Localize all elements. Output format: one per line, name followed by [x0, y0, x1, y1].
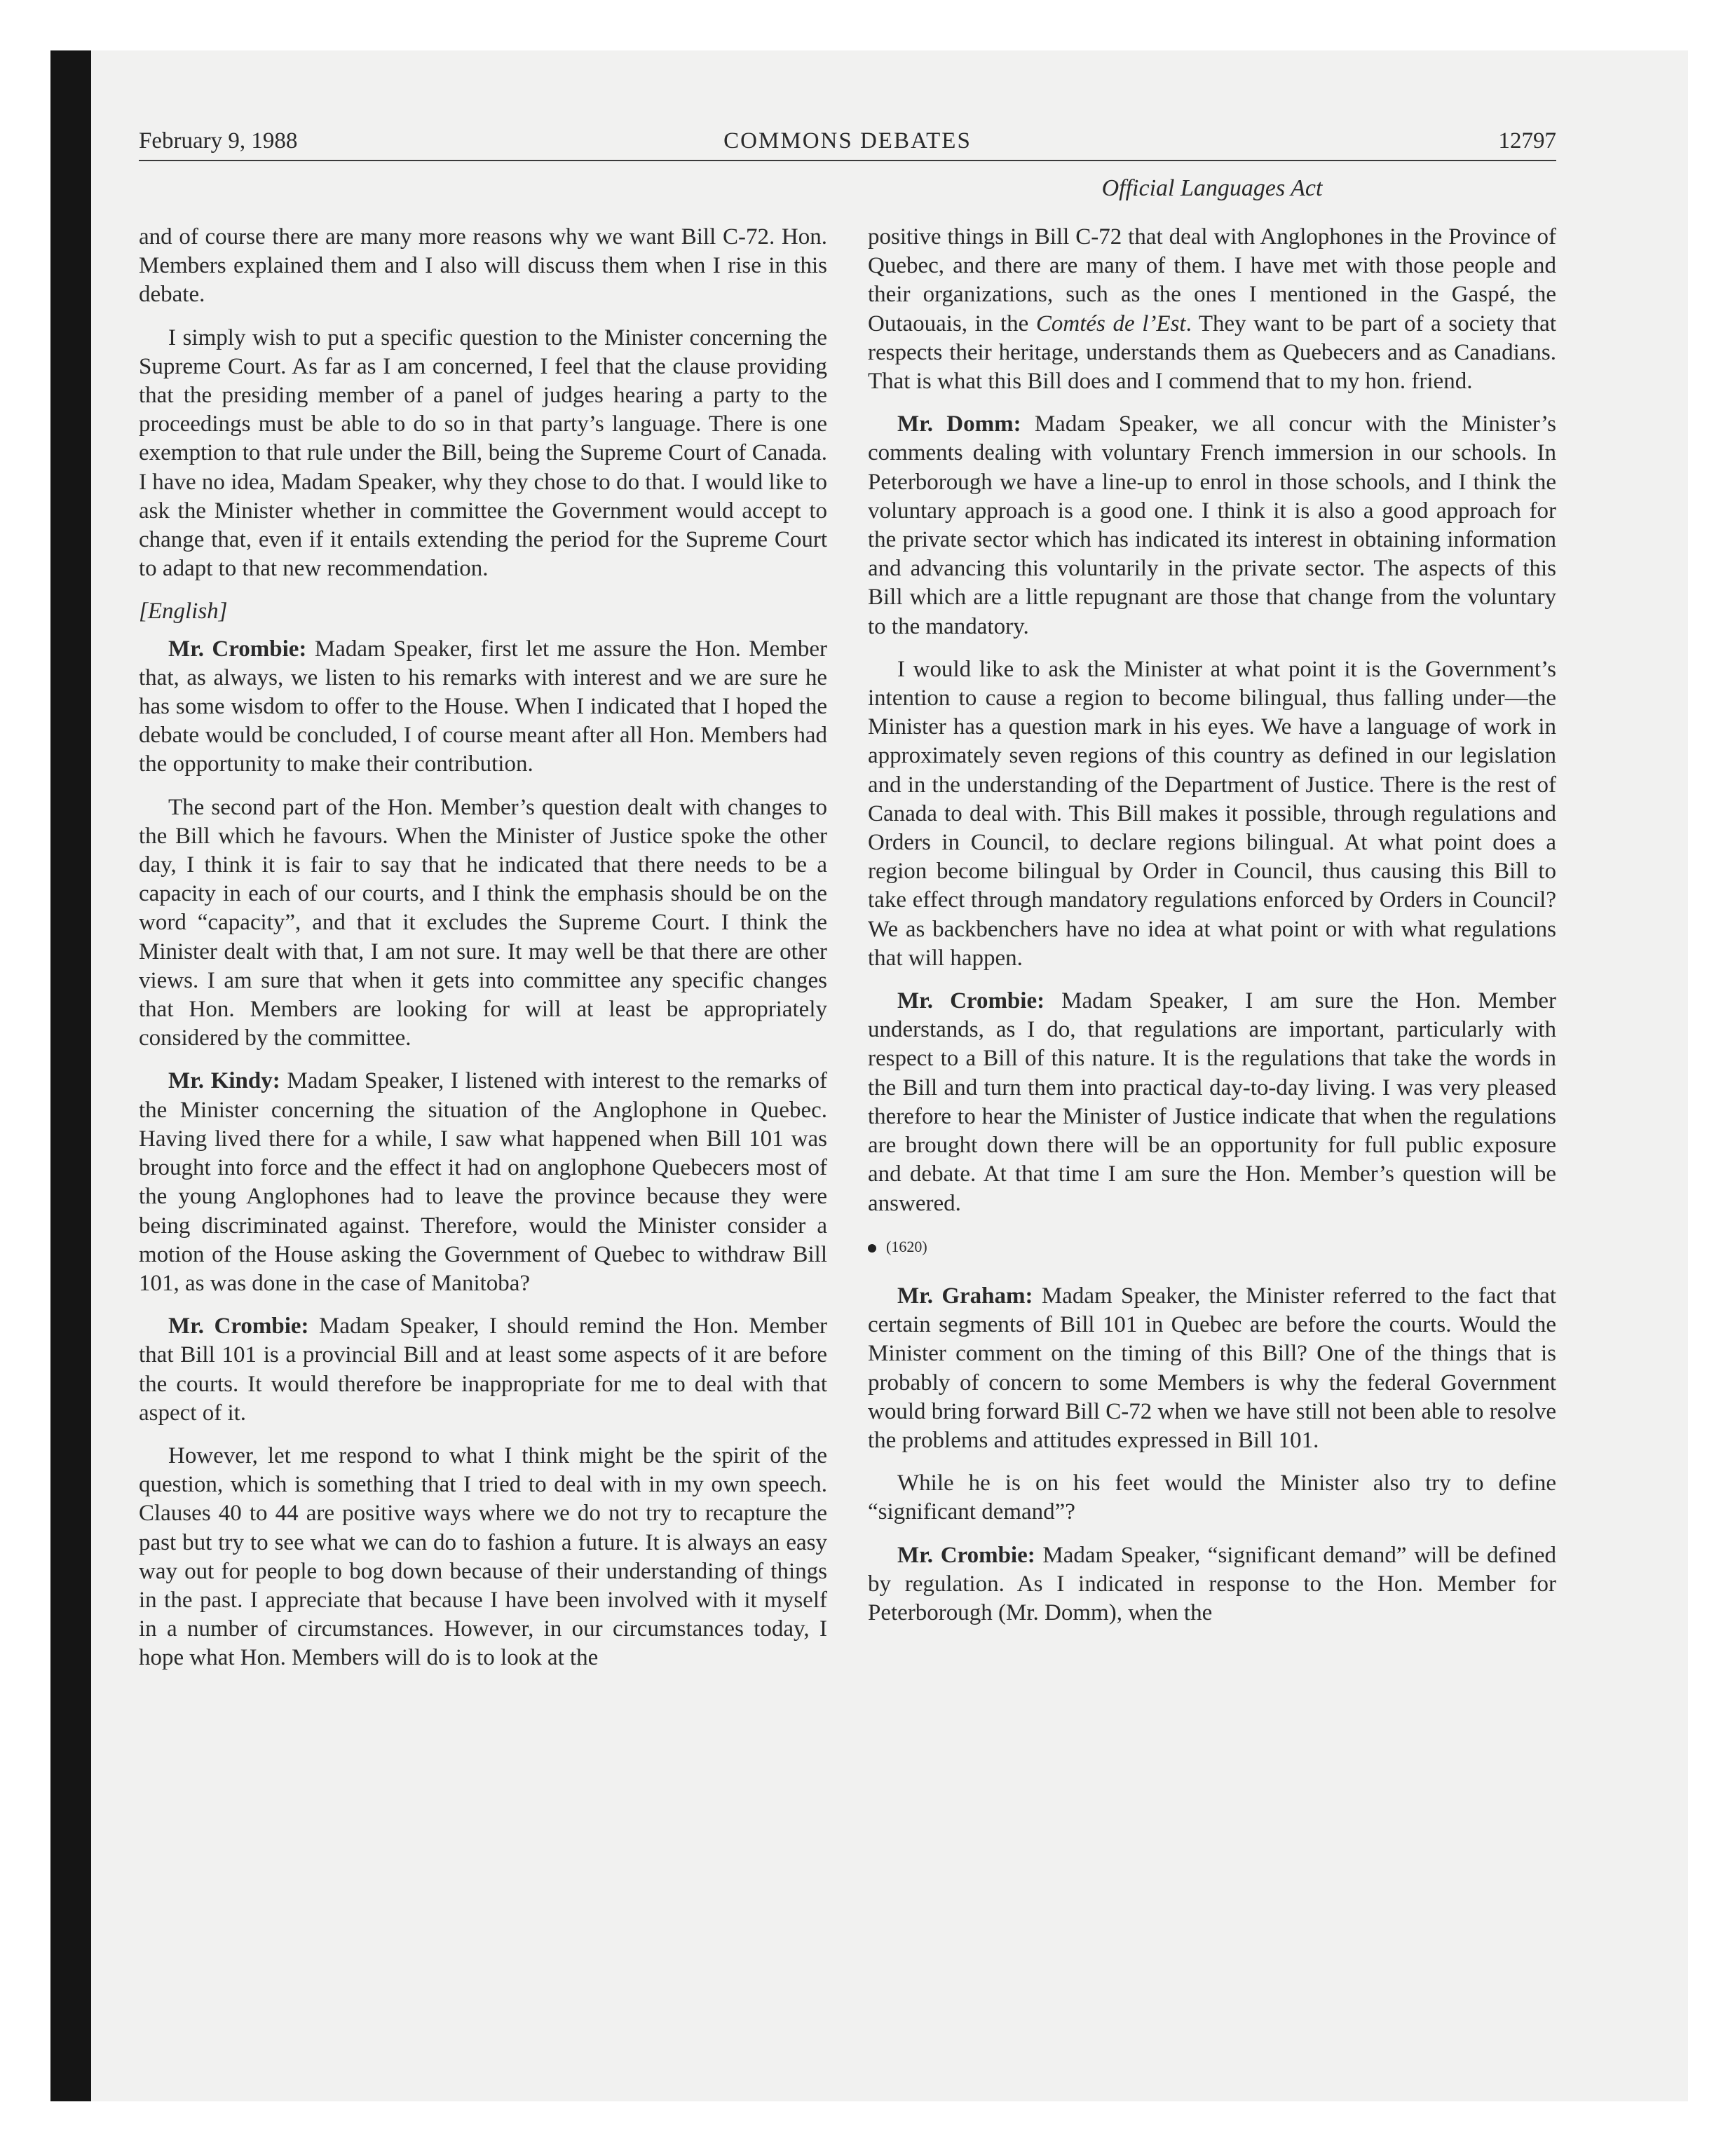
paragraph: While he is on his feet would the Minister also try to define “significant demand”? — [868, 1471, 1556, 1525]
speech-text: positive things in Bill C-72 that deal with Anglophones in the Province of Quebec, and there are many of them. I have met with those people and their organizations, such as the ones I mentioned in the Gaspé, the Outaouais, in the — [868, 224, 1556, 336]
paragraph — [868, 987, 1556, 1218]
time-marker-text: (1620) — [886, 1237, 927, 1255]
paragraph — [139, 1067, 827, 1298]
speech-text: Madam Speaker, we all concur with the Minister’s comments dealing with voluntary French immersion in our schools. In Peterborough we have a line-up to enrol in those schools, and I think the voluntary approach is a good one. I think it is also a good approach for the private sector which has indicated its interest in obtaining information and advancing this voluntarily in the private sector. The aspects of this Bill which are a little repugnant are those that change from the voluntary to the mandatory. — [868, 411, 1556, 639]
binding-edge — [50, 50, 91, 2101]
italic-place-name: Comtés de l’Est — [1035, 311, 1186, 336]
speaker-name: Mr. Kindy: — [168, 1068, 280, 1094]
speaker-name: Mr. Crombie: — [168, 1314, 309, 1339]
time-marker — [868, 1232, 1556, 1261]
right-column — [868, 223, 1556, 1642]
speaker-name: Mr. Crombie: — [897, 1542, 1035, 1568]
speech-text: Madam Speaker, first let me assure the Hon. Member that, as always, we listen to his remarks with interest and we are sure he has some wisdom to offer to the House. When I indicated that I hoped the debate would be concluded, I of course meant after all Hon. Members had the opportunity to make their contribution. — [139, 636, 828, 777]
speaker-name: Mr. Graham: — [897, 1283, 1033, 1309]
left-column — [139, 223, 827, 1687]
speech-text: Madam Speaker, I am sure the Hon. Member understands, as I do, that regulations are important, particularly with respect to a Bill of this nature. It is the regulations that take the words in the Bill and turn them into practical day-to-day living. I was very pleased therefore to hear the Minister of Justice indicate that when the regulations are brought down there will be an opportunity for full public exposure and debate. At that time I am sure the Hon. Member’s question will be answered. — [868, 988, 1557, 1216]
header-page-number: 12797 — [1498, 128, 1556, 153]
paragraph: The second part of the Hon. Member’s question dealt with changes to the Bill which he favours. When the Minister of Justice spoke the other day, I think it is fair to say that he indicated that there needs to be a capacity in each of our courts, and I think the emphasis should be on the word “capacity”, and that it excludes the Supreme Court. I think the Minister dealt with that, I am not sure. It may well be that there are other views. I am sure that when it gets into committee any specific changes that Hon. Members are looking for will at least be appropriately considered by the committee. — [139, 794, 827, 1051]
paragraph — [868, 1541, 1556, 1628]
speech-text: Madam Speaker, I listened with interest to the remarks of the Minister concerning the situation of the Anglophone in Quebec. Having lived there for a while, I saw what happened when Bill 101 was brought into force and the effect it had on anglophone Quebecers most of the young Anglophones had to leave the province because they were being discriminated against. Therefore, would the Minister consider a motion of the House asking the Government of Quebec to withdraw Bill 101, as was done in the case of Manitoba? — [139, 1068, 828, 1296]
paragraph — [139, 1312, 827, 1428]
paragraph — [868, 410, 1556, 641]
language-label: [English] — [139, 599, 228, 625]
page-header — [139, 125, 1556, 161]
speech-text: . They want to be part of a society that respects their heritage, understands them as Quebecers and as Canadians. That is what this Bill does and I commend that to my hon. friend. — [868, 311, 1556, 395]
paragraph — [868, 223, 1556, 396]
running-head: Official Languages Act — [1101, 175, 1323, 201]
paragraph: I simply wish to put a specific question to the Minister concerning the Supreme Court. As far as I am concerned, I feel that the clause providing that the presiding member of a panel of judges hearing a party to the proceedings must be able to do so in that party’s language. There is one exemption to that rule under the Bill, being the Supreme Court of Canada. I have no idea, Madam Speaker, why they chose to do that. I would like to ask the Minister whether in committee the Government would accept to change that, even if it entails extending the period for the Supreme Court to adapt to that new recommendation. — [139, 325, 827, 582]
header-title: COMMONS DEBATES — [723, 128, 972, 153]
paragraph — [868, 1282, 1556, 1455]
paragraph: and of course there are many more reasons why we want Bill C-72. Hon. Members explained them and I also will discuss them when I rise in this debate. — [139, 224, 827, 308]
speaker-name: Mr. Crombie: — [897, 988, 1045, 1014]
speech-text: Madam Speaker, “significant demand” will be defined by regulation. As I indicated in response to the Hon. Member for Peterborough (Mr. Domm), when the — [868, 1542, 1557, 1625]
header-date: February 9, 1988 — [139, 128, 298, 153]
speaker-name: Mr. Crombie: — [168, 636, 307, 662]
paragraph: I would like to ask the Minister at what point it is the Government’s intention to cause a region to become bilingual, thus falling under—the Minister has a question mark in his eyes. We have a language of work in approximately seven regions of this country as defined in our legislation and in the understanding of the Department of Justice. There is the rest of Canada to deal with. This Bill makes it possible, through regulations and Orders in Council, to declare regions bilingual. At what point does a region become bilingual by Order in Council, thus causing this Bill to take effect through mandatory regulations enforced by Orders in Council? We as backbenchers have no idea at what point or with what regulations that will happen. — [868, 656, 1556, 971]
speaker-name: Mr. Domm: — [897, 411, 1021, 437]
bullet-icon — [868, 1244, 876, 1253]
speech-text: Madam Speaker, I should remind the Hon. Member that Bill 101 is a provincial Bill and at least some aspects of it are before the courts. It would therefore be inappropriate for me to deal with that aspect of it. — [139, 1314, 828, 1426]
paragraph: However, let me respond to what I think might be the spirit of the question, which is something that I tried to deal with in my own speech. Clauses 40 to 44 are positive ways where we do not try to recapture the past but try to see what we can do to fashion a future. It is always an easy way out for people to bog down because of their understanding of things in the past. I appreciate that because I have been involved with it myself in a number of circumstances. However, in our circumstances today, I hope what Hon. Members will do is to look at the — [139, 1442, 827, 1671]
speech-text: Madam Speaker, the Minister referred to the fact that certain segments of Bill 101 in Quebec are before the courts. Would the Minister comment on the timing of this Bill? One of the things that is probably of concern to some Members is why the federal Government would bring forward Bill C-72 when we have still not been able to resolve the problems and attitudes expressed in Bill 101. — [868, 1283, 1556, 1453]
paragraph — [139, 635, 827, 779]
